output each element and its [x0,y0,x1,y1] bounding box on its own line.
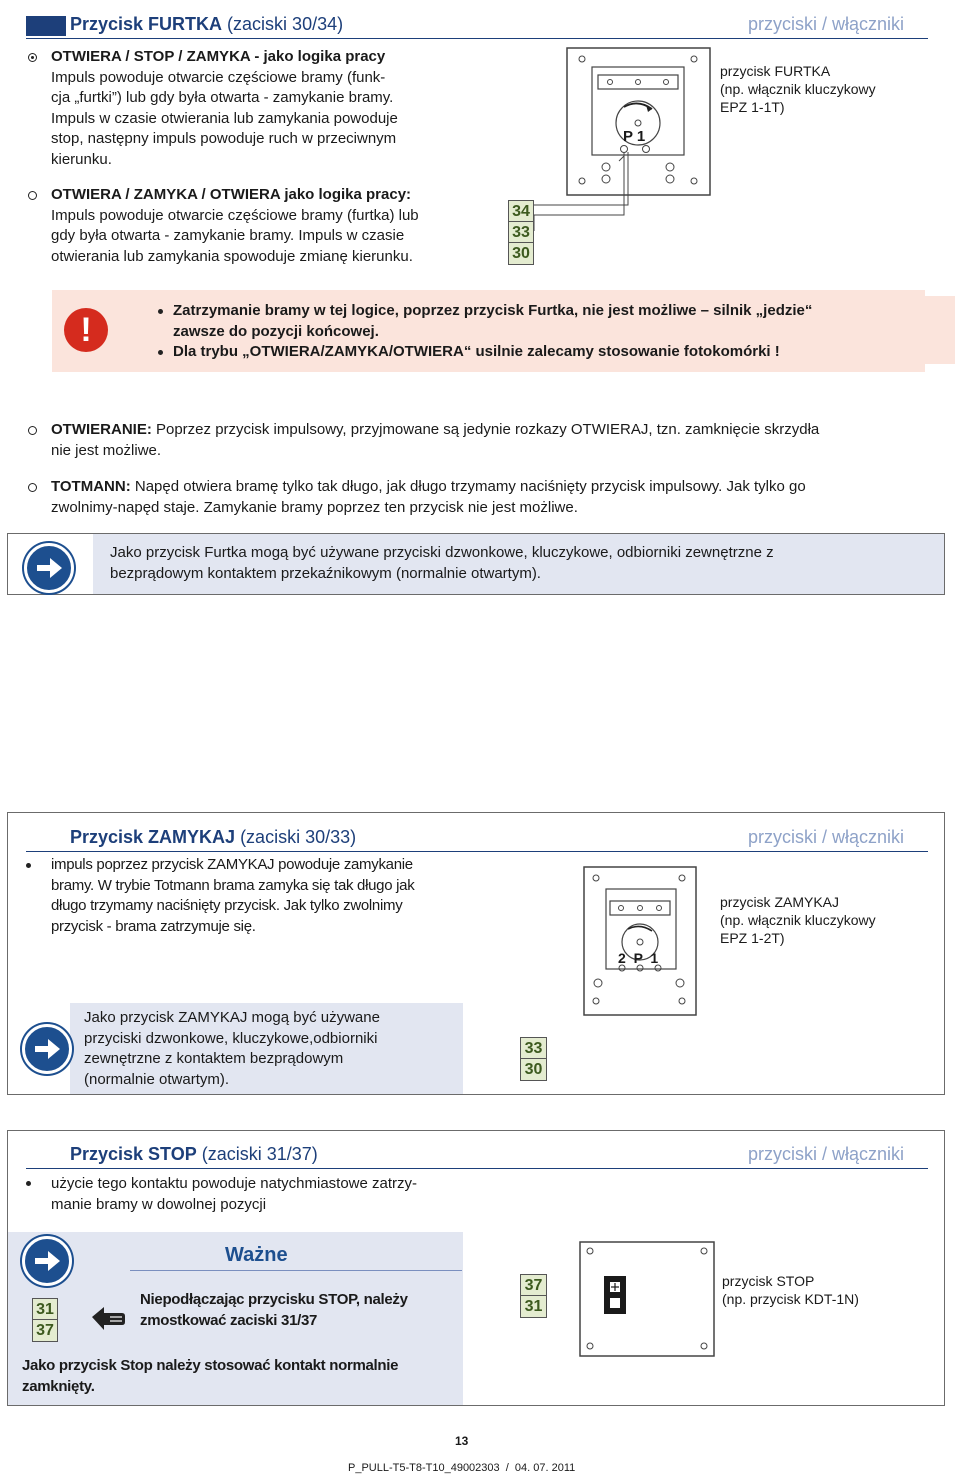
option-4 [51,477,941,518]
arrow-right-circle-icon [22,1024,72,1074]
warning-line: Zatrzymanie bramy w tej logice, poprzez przycisk Furtka, nie jest możliwe – silnik „jedzie“ [173,302,813,319]
info-line: Jako przycisk ZAMYKAJ mogą być używane [84,1009,380,1026]
terminal-label: 37 [36,1322,54,1339]
bullet [26,1181,31,1186]
device-caption [720,62,950,116]
important-title: Ważne [225,1244,288,1266]
info-line: bezprądowym kontaktem przekaźnikowym (normalnie otwartym). [110,564,541,582]
document-id: P_PULL-T5-T8-T10_49002303 / 04. 07. 2011 [348,1462,576,1474]
option-3-text: nie jest możliwe. [51,441,162,459]
option-2-line: otwierania lub zamykania spowoduje zmianę kierunku. [51,247,413,265]
zamykaj-line: przycisk - brama zatrzymuje się. [51,917,256,935]
option-2-line: gdy była otwarta - zamykanie bramy. Impuls w czasie [51,227,405,244]
stop-button-diagram [578,1240,718,1360]
important-footer [22,1356,462,1397]
option-4-text: zwolnimy-napęd staje. Zamykanie bramy poprzez ten przycisk nie jest możliwe. [51,498,578,516]
option-2 [51,185,481,267]
caption-line: (np. włącznik kluczykowy [720,81,876,97]
zamykaj-title-bold: Przycisk ZAMYKAJ [70,827,236,847]
terminal-label: 30 [524,1061,543,1078]
zamykaj-title-rest: (zaciski 30/33) [235,827,357,847]
terminal-label: 34 [509,201,533,222]
caption-line: przycisk FURTKA [720,63,831,79]
device-label: 2 P 1 [618,950,659,966]
zamykaj-line: impuls poprzez przycisk ZAMYKAJ powoduje zamykanie [51,856,413,873]
bullet [158,309,163,314]
caption-line: (np. przycisk KDT-1N) [722,1291,859,1307]
info-line: zewnętrzne z kontaktem bezprądowym [84,1050,344,1067]
warning-text-1 [173,301,933,342]
caption-line: EPZ 1-1T) [720,99,785,115]
info-text [84,1008,464,1090]
option-1-line: Impuls w czasie otwierania lub zamykania powoduje [51,109,398,127]
page-number: 13 [455,1434,469,1448]
radio-icon [28,53,37,62]
device-label: P 1 [623,128,646,145]
terminal-label: 30 [512,245,530,262]
option-1-heading: OTWIERA / STOP / ZAMYKA - jako logika pracy [51,48,386,65]
radio-icon [28,483,37,492]
caption-line: (np. włącznik kluczykowy [720,912,876,928]
stop-line: użycie tego kontaktu powoduje natychmiastowe zatrzy- [51,1175,418,1192]
arrow-right-circle-icon [22,1236,72,1286]
warning-text-2: Dla trybu „OTWIERA/ZAMYKA/OTWIERA“ usilnie zalecamy stosowanie fotokomórki ! [173,343,780,360]
terminal-label: 33 [521,1038,546,1059]
terminal-block [520,1037,547,1081]
option-1-line: Impuls powoduje otwarcie częściowe bramy (funk- [51,68,386,86]
section-tag: przyciski / włączniki [748,827,905,847]
furtka-title [70,14,343,35]
caption-line: przycisk ZAMYKAJ [720,894,840,910]
option-3-heading: OTWIERANIE: [51,421,152,438]
title-rule [26,38,928,39]
stop-text [51,1174,481,1215]
zamykaj-text [51,855,481,937]
exclamation-icon: ! [64,308,108,352]
terminal-block [32,1298,58,1342]
furtka-title-bold: Przycisk FURTKA [70,14,223,34]
section-tag: przyciski / włączniki [748,1144,905,1164]
terminal-block [520,1274,547,1318]
device-caption [720,893,950,947]
device-caption [722,1272,952,1308]
hand-pointing-left-icon [90,1303,126,1333]
terminal-label: 33 [509,222,533,243]
option-2-line: Impuls powoduje otwarcie częściowe bramy (furtka) lub [51,206,419,224]
warning-line: zawsze do pozycji końcowej. [173,322,379,340]
important-line: zmostkować zaciski 31/37 [140,1311,318,1329]
important-text [140,1290,460,1331]
option-2-heading: OTWIERA / ZAMYKA / OTWIERA jako logika pracy: [51,186,412,203]
stop-title-bold: Przycisk STOP [70,1144,197,1164]
terminal-label: 31 [33,1299,57,1320]
info-line: Jako przycisk Furtka mogą być używane przyciski dzwonkowe, kluczykowe, odbiorniki zewnętrzne z [110,544,774,561]
option-4-text: Napęd otwiera bramę tylko tak długo, jak długo trzymamy naciśnięty przycisk impulsowy. Jak tylko go [130,478,806,495]
arrow-right-circle-icon [24,543,74,593]
furtka-title-rest: (zaciski 30/34) [222,14,344,34]
info-text [110,543,940,584]
key-switch-diagram [582,865,712,1020]
bullet [158,350,163,355]
terminal-block [508,200,534,265]
title-rule [26,1168,928,1169]
option-3 [51,420,941,461]
stop-title-rest: (zaciski 31/37) [196,1144,318,1164]
terminal-label: 31 [524,1298,543,1315]
footer-line: zamknięty. [22,1377,95,1395]
option-4-heading: TOTMANN: [51,478,131,495]
bullet [26,863,31,868]
important-line: Niepodłączając przycisku STOP, należy [140,1291,408,1308]
option-1-line: stop, następny impuls powoduje ruch w przeciwnym [51,130,397,147]
section-marker [26,16,66,36]
zamykaj-line: długo trzymamy naciśnięty przycisk. Jak tylko zwolnimy [51,897,403,914]
option-1 [51,47,471,170]
section-tag: przyciski / włączniki [748,14,905,34]
option-1-line: cja „furtki”) lub gdy była otwarta - zamykanie bramy. [51,89,394,106]
caption-line: przycisk STOP [722,1273,815,1289]
zamykaj-line: bramy. W trybie Totmann brama zamyka się tak długo jak [51,876,415,894]
option-3-text: Poprzez przycisk impulsowy, przyjmowane są jedynie rozkazy OTWIERAJ, tzn. zamknięcie skrzydła [151,421,820,438]
option-1-line: kierunku. [51,150,112,168]
title-rule [26,851,928,852]
radio-icon [28,426,37,435]
caption-line: EPZ 1-2T) [720,930,785,946]
stop-line: manie bramy w dowolnej pozycji [51,1195,267,1213]
zamykaj-title [70,827,356,848]
info-line: (normalnie otwartym). [84,1070,230,1088]
info-line: przyciski dzwonkowe, kluczykowe,odbiorniki [84,1029,378,1047]
radio-icon [28,191,37,200]
stop-title [70,1144,318,1165]
footer-line: Jako przycisk Stop należy stosować kontakt normalnie [22,1357,399,1374]
terminal-label: 37 [521,1275,546,1296]
important-rule [130,1270,462,1271]
